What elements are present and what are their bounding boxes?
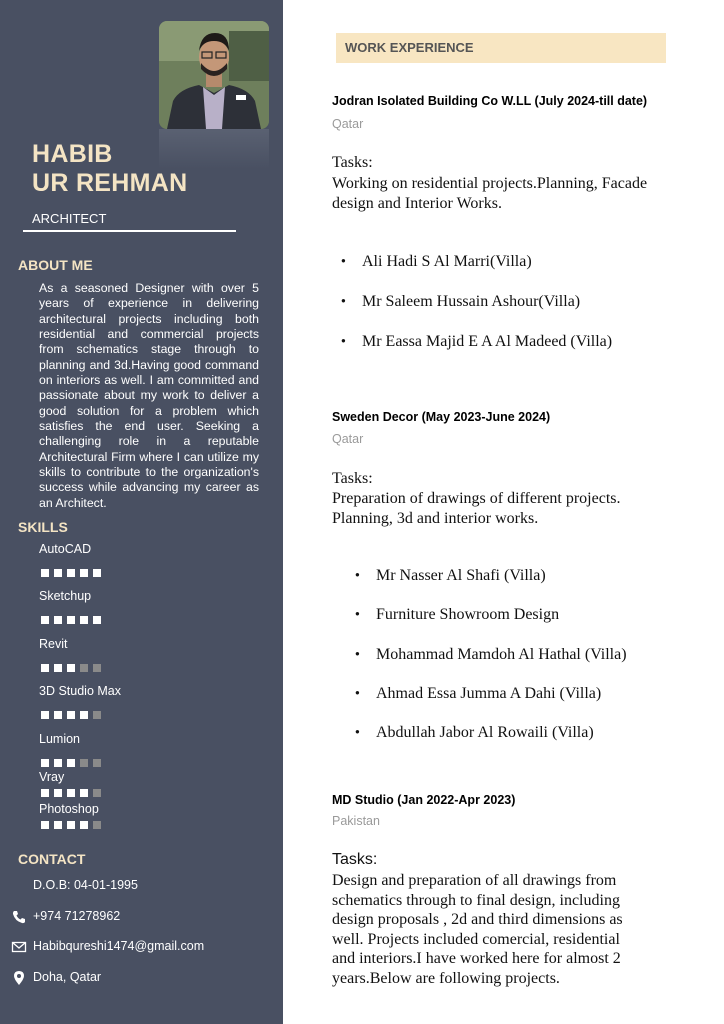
skill-dot-filled bbox=[80, 569, 88, 577]
skill-rating bbox=[41, 789, 101, 797]
skill-dot-filled bbox=[41, 821, 49, 829]
contact-title: CONTACT bbox=[18, 851, 86, 867]
skill-dot-filled bbox=[41, 569, 49, 577]
skills-title: SKILLS bbox=[18, 519, 68, 535]
skill-dot-filled bbox=[80, 616, 88, 624]
role-divider bbox=[23, 230, 236, 232]
about-title: ABOUT ME bbox=[18, 257, 93, 273]
skill-rating bbox=[41, 616, 101, 624]
skill-rating bbox=[41, 569, 101, 577]
skill-dot-filled bbox=[67, 711, 75, 719]
job-role: ARCHITECT bbox=[32, 211, 107, 226]
skill-name: AutoCAD bbox=[39, 542, 92, 556]
skill-dot-filled bbox=[67, 569, 75, 577]
skill-dot-empty bbox=[80, 759, 88, 767]
skill-dot-filled bbox=[41, 759, 49, 767]
skill-dot-filled bbox=[41, 789, 49, 797]
job-1-project: ● Mr Eassa Majid E A Al Madeed (Villa) bbox=[362, 333, 612, 351]
work-experience-header bbox=[336, 33, 666, 63]
skill-rating bbox=[41, 711, 101, 719]
skill-dot-filled bbox=[54, 664, 62, 672]
full-name bbox=[32, 140, 187, 198]
job-2-project: ● Furniture Showroom Design bbox=[376, 606, 559, 624]
skill-name: 3D Studio Max bbox=[39, 684, 121, 698]
contact-dob: D.O.B: 04-01-1995 bbox=[33, 878, 138, 892]
job-2-project: ● Mr Nasser Al Shafi (Villa) bbox=[376, 567, 546, 585]
skill-rating bbox=[41, 664, 101, 672]
skill-dot-filled bbox=[80, 821, 88, 829]
about-text: As a seasoned Designer with over 5 years of experience in delivering architectural projects including both residential and commercial projects from schematics stage through to planning and 3d.Having good command on interiors as well. I am committed and passionate about my work to deliver a good solution for a problem which satisfies the end user. Seeking a challenging role in a reputable Architectural Firm where I can utilize my skills to contribute to the organization's success while advancing my career as an Architect. bbox=[39, 281, 259, 510]
job-1-company: Jodran Isolated Building Co W.LL (July 2024-till date) bbox=[332, 94, 648, 108]
skill-name: Revit bbox=[39, 637, 68, 651]
phone-icon bbox=[11, 909, 27, 925]
first-name: HABIB bbox=[32, 140, 113, 168]
skill-name: Vray bbox=[39, 770, 65, 784]
skill-dot-filled bbox=[54, 789, 62, 797]
last-name: UR REHMAN bbox=[32, 169, 188, 197]
job-3-location: Pakistan bbox=[332, 814, 380, 828]
skill-dot-empty bbox=[93, 664, 101, 672]
skill-dot-filled bbox=[67, 789, 75, 797]
skill-rating bbox=[41, 821, 101, 829]
contact-email[interactable]: Habibqureshi1474@gmail.com bbox=[33, 939, 205, 953]
skill-dot-filled bbox=[54, 821, 62, 829]
job-1-location: Qatar bbox=[332, 117, 364, 131]
skill-dot-filled bbox=[41, 616, 49, 624]
skill-dot-filled bbox=[67, 821, 75, 829]
skill-dot-filled bbox=[93, 616, 101, 624]
skill-dot-filled bbox=[54, 711, 62, 719]
job-2-location: Qatar bbox=[332, 432, 364, 446]
skill-dot-filled bbox=[54, 616, 62, 624]
skill-dot-empty bbox=[93, 789, 101, 797]
contact-location: Doha, Qatar bbox=[33, 970, 102, 984]
job-2-tasks: Preparation of drawings of different projects. Planning, 3d and interior works. bbox=[332, 490, 621, 527]
job-1-project: ● Mr Saleem Hussain Ashour(Villa) bbox=[362, 293, 580, 311]
job-1-project: ● Ali Hadi S Al Marri(Villa) bbox=[362, 253, 532, 271]
job-3-tasks-label: Tasks: bbox=[332, 851, 378, 868]
skill-dot-empty bbox=[93, 759, 101, 767]
location-pin-icon bbox=[11, 970, 27, 986]
skill-dot-filled bbox=[80, 711, 88, 719]
skill-dot-filled bbox=[80, 789, 88, 797]
profile-photo bbox=[159, 21, 269, 129]
skill-rating bbox=[41, 759, 101, 767]
job-3-tasks: Design and preparation of all drawings from schematics through to final design, including design proposals , 2d and third dimensions as well. Projects included comercial, residential and interiors.I have worked here for almost 2 years.Below are following projects. bbox=[332, 872, 627, 987]
work-experience-title: WORK EXPERIENCE bbox=[345, 40, 474, 55]
skill-dot-empty bbox=[93, 821, 101, 829]
job-2-project: ● Ahmad Essa Jumma A Dahi (Villa) bbox=[376, 685, 601, 703]
skill-dot-filled bbox=[54, 759, 62, 767]
skill-name: Sketchup bbox=[39, 589, 92, 603]
skill-dot-filled bbox=[54, 569, 62, 577]
job-3-company: MD Studio (Jan 2022-Apr 2023) bbox=[332, 793, 516, 807]
skill-dot-filled bbox=[93, 569, 101, 577]
job-1-tasks: Working on residential projects.Planning, Facade design and Interior Works. bbox=[332, 175, 648, 212]
email-icon bbox=[11, 939, 27, 955]
job-2-tasks-label: Tasks: bbox=[332, 470, 373, 487]
job-2-project: ● Mohammad Mamdoh Al Hathal (Villa) bbox=[376, 646, 627, 664]
skill-dot-filled bbox=[41, 711, 49, 719]
skill-dot-filled bbox=[67, 664, 75, 672]
job-2-company: Sweden Decor (May 2023-June 2024) bbox=[332, 410, 551, 424]
skill-dot-filled bbox=[67, 616, 75, 624]
contact-phone[interactable]: +974 71278962 bbox=[33, 909, 121, 923]
skill-dot-empty bbox=[93, 711, 101, 719]
job-1-tasks-label: Tasks: bbox=[332, 154, 373, 171]
skill-dot-filled bbox=[41, 664, 49, 672]
skill-dot-empty bbox=[80, 664, 88, 672]
skill-name: Lumion bbox=[39, 732, 80, 746]
skill-name: Photoshop bbox=[39, 802, 99, 816]
skill-dot-filled bbox=[67, 759, 75, 767]
job-2-project: ● Abdullah Jabor Al Rowaili (Villa) bbox=[376, 724, 594, 742]
